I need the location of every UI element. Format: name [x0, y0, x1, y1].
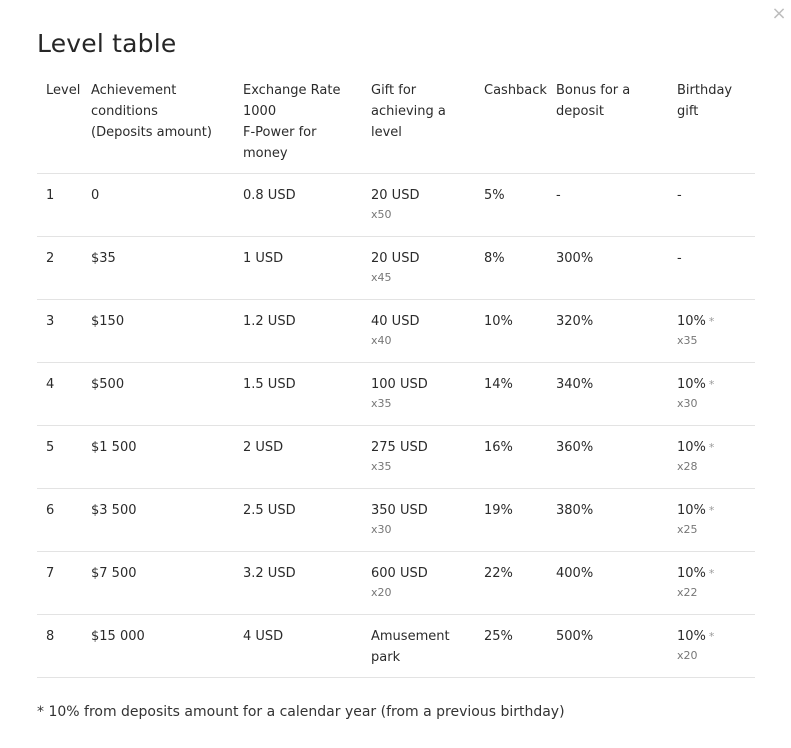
level-cell: 4: [46, 377, 55, 392]
bonus-cell: 380%: [556, 503, 594, 518]
cashback-cell: 10%: [484, 314, 513, 329]
birthday-wager: x35: [677, 334, 698, 347]
gift-cell: [371, 500, 471, 538]
bonus-cell: -: [556, 188, 561, 203]
footnote-marker: *: [708, 441, 715, 454]
birthday-gift-cell: [677, 563, 755, 601]
level-cell: 2: [46, 251, 55, 266]
birthday-wager: x20: [677, 649, 698, 662]
gift-wager: x20: [371, 586, 392, 599]
table-header: [37, 80, 755, 173]
cashback-cell: 5%: [484, 188, 505, 203]
gift-value: 600 USD: [371, 566, 428, 581]
footnote-marker: *: [708, 315, 715, 328]
bonus-cell: 320%: [556, 314, 594, 329]
birthday-gift-value: -: [677, 251, 682, 266]
bonus-cell: 340%: [556, 377, 594, 392]
bonus-cell: 500%: [556, 629, 594, 644]
header-birthday-gift: Birthday gift: [677, 83, 733, 119]
table-row: [37, 425, 755, 488]
header-exchange-rate: Exchange Rate 1000 F-Power for money: [243, 83, 341, 161]
gift-cell: [371, 185, 471, 223]
gift-value: 20 USD: [371, 251, 420, 266]
birthday-gift-cell: [677, 437, 755, 475]
exchange-rate-cell: 4 USD: [243, 629, 284, 644]
header-achievement-conditions: Achievement conditions (Deposits amount): [91, 83, 212, 140]
gift-cell: [371, 626, 471, 669]
birthday-wager: x25: [677, 523, 698, 536]
header-gift: Gift for achieving a level: [371, 83, 446, 140]
level-cell: 6: [46, 503, 55, 518]
gift-cell: [371, 311, 471, 349]
gift-wager: x30: [371, 523, 392, 536]
birthday-gift-cell: [677, 311, 755, 349]
gift-cell: [371, 248, 471, 286]
level-cell: 5: [46, 440, 55, 455]
birthday-gift-value: 10%: [677, 314, 706, 329]
cashback-cell: 14%: [484, 377, 513, 392]
gift-value: 350 USD: [371, 503, 428, 518]
gift-value: Amusement park: [371, 629, 450, 665]
exchange-rate-cell: 2.5 USD: [243, 503, 296, 518]
dialog-title: Level table: [37, 29, 177, 58]
cashback-cell: 8%: [484, 251, 505, 266]
birthday-wager: x22: [677, 586, 698, 599]
condition-cell: $150: [91, 314, 125, 329]
table-row: [37, 362, 755, 425]
birthday-gift-value: -: [677, 188, 682, 203]
birthday-gift-value: 10%: [677, 440, 706, 455]
gift-cell: [371, 437, 471, 475]
level-cell: 8: [46, 629, 55, 644]
birthday-gift-value: 10%: [677, 629, 706, 644]
header-bonus: Bonus for a deposit: [556, 83, 631, 119]
table-row: [37, 236, 755, 299]
cashback-cell: 25%: [484, 629, 513, 644]
footnote-marker: *: [708, 378, 715, 391]
header-level: Level: [46, 83, 81, 98]
footnote-marker: *: [708, 630, 715, 643]
table-row: [37, 614, 755, 678]
gift-wager: x35: [371, 397, 392, 410]
exchange-rate-cell: 1 USD: [243, 251, 284, 266]
gift-wager: x40: [371, 334, 392, 347]
gift-cell: [371, 563, 471, 601]
exchange-rate-cell: 1.2 USD: [243, 314, 296, 329]
birthday-gift-cell: [677, 185, 755, 207]
condition-cell: $35: [91, 251, 116, 266]
condition-cell: $1 500: [91, 440, 137, 455]
gift-wager: x45: [371, 271, 392, 284]
level-cell: 1: [46, 188, 55, 203]
table-row: [37, 173, 755, 236]
exchange-rate-cell: 3.2 USD: [243, 566, 296, 581]
gift-value: 100 USD: [371, 377, 428, 392]
birthday-wager: x30: [677, 397, 698, 410]
gift-value: 20 USD: [371, 188, 420, 203]
birthday-gift-cell: [677, 500, 755, 538]
gift-wager: x50: [371, 208, 392, 221]
table-row: [37, 551, 755, 614]
footnote-marker: *: [708, 567, 715, 580]
footnote: * 10% from deposits amount for a calendar year (from a previous birthday): [37, 704, 565, 720]
condition-cell: $500: [91, 377, 125, 392]
birthday-gift-cell: [677, 248, 755, 270]
gift-value: 275 USD: [371, 440, 428, 455]
bonus-cell: 360%: [556, 440, 594, 455]
gift-wager: x35: [371, 460, 392, 473]
exchange-rate-cell: 0.8 USD: [243, 188, 296, 203]
exchange-rate-cell: 2 USD: [243, 440, 284, 455]
gift-cell: [371, 374, 471, 412]
birthday-gift-value: 10%: [677, 377, 706, 392]
header-cashback: Cashback: [484, 83, 547, 98]
bonus-cell: 400%: [556, 566, 594, 581]
table-body: [37, 173, 755, 678]
cashback-cell: 16%: [484, 440, 513, 455]
cashback-cell: 19%: [484, 503, 513, 518]
condition-cell: $3 500: [91, 503, 137, 518]
footnote-marker: *: [708, 504, 715, 517]
level-table: [37, 80, 755, 678]
birthday-gift-cell: [677, 626, 755, 664]
table-row: [37, 488, 755, 551]
condition-cell: 0: [91, 188, 100, 203]
cashback-cell: 22%: [484, 566, 513, 581]
level-cell: 7: [46, 566, 55, 581]
gift-value: 40 USD: [371, 314, 420, 329]
bonus-cell: 300%: [556, 251, 594, 266]
birthday-wager: x28: [677, 460, 698, 473]
level-cell: 3: [46, 314, 55, 329]
exchange-rate-cell: 1.5 USD: [243, 377, 296, 392]
birthday-gift-value: 10%: [677, 503, 706, 518]
close-icon[interactable]: ×: [771, 3, 787, 24]
table-row: [37, 299, 755, 362]
birthday-gift-cell: [677, 374, 755, 412]
condition-cell: $7 500: [91, 566, 137, 581]
condition-cell: $15 000: [91, 629, 145, 644]
birthday-gift-value: 10%: [677, 566, 706, 581]
